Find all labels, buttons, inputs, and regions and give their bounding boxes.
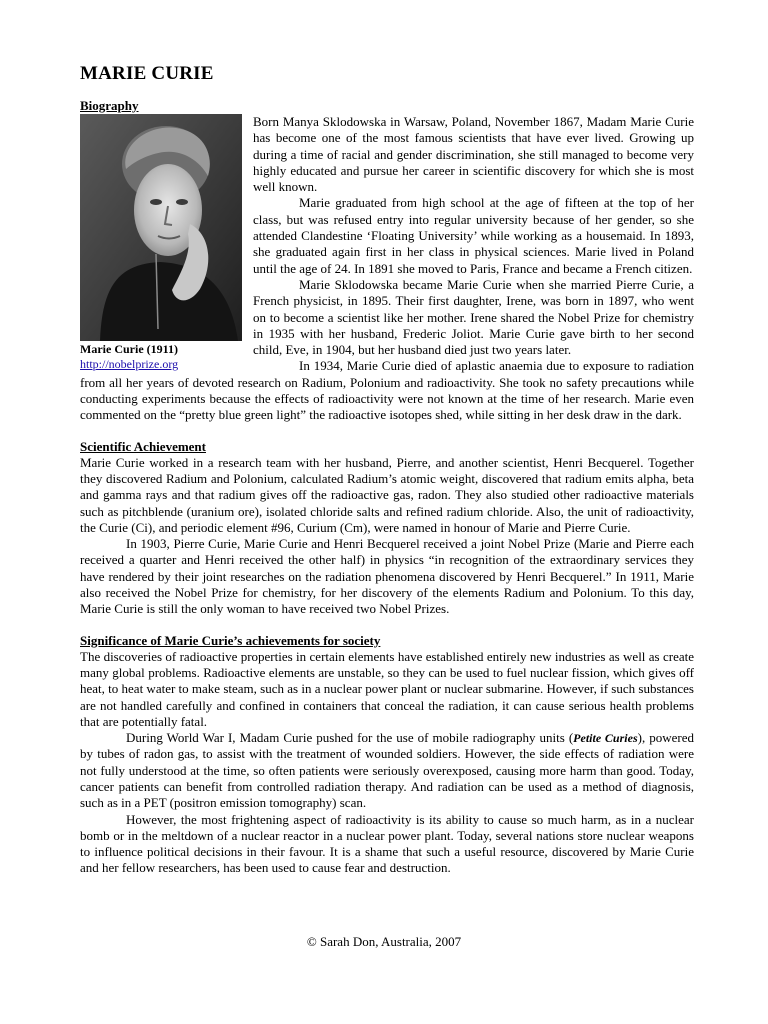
document-title: MARIE CURIE xyxy=(80,63,214,84)
biography-paragraph-1: Born Manya Sklodowska in Warsaw, Poland, November 1867, Madam Marie Curie has become one of the most famous scientists that have ever lived. Growing up during a time of racial and gender discrimination, she still managed to become very highly educated and pursue her career in scientific discovery for which she is most well known. xyxy=(253,114,694,195)
significance-paragraph-1: The discoveries of radioactive properties in certain elements have established entirely new industries as well as create many global problems. Radioactive elements are unstable, so they can be used to fuel nuclear fission, which gives off heat, to heat water to make steam, such as in a nuclear power plant or nuclear submarine. However, if such substances are not handled carefully and confined in containers that conceal the radiation, it can cause serious health problems that are potentially fatal. xyxy=(80,648,694,729)
biography-paragraph-3: Marie Sklodowska became Marie Curie when she married Pierre Curie, a French physicist, in 1895. Their first daughter, Irene, was born in 1897, who went on to become a scientist like her mother. Irene shared the Nobel Prize for chemistry in 1935 with her husband, Frederic Joliot. Marie Curie gave birth to her second child, Eve, in 1904, but her husband died just two years later. xyxy=(253,276,694,358)
biography-heading: Biography xyxy=(80,98,139,113)
copyright-footer: © Sarah Don, Australia, 2007 xyxy=(306,934,462,949)
biography-paragraph-2: Marie graduated from high school at the age of fifteen at the top of her class, but was refused entry into regular university because of her gender, so she attended Clandestine ‘Floating University’ while working as a housemaid. In 1893, she graduated again first in her class in physical sciences. Marie lived in Poland until the age of 24. In 1891 she moved to Paris, France and became a French citizen. xyxy=(253,195,694,276)
achievement-heading: Scientific Achievement xyxy=(80,438,206,454)
biography-paragraph-4: In 1934, Marie Curie died of aplastic anaemia due to exposure to radiation from all her years of devoted research on Radium, Polonium and radioactivity. She took no safety precautions while conducting experiments because the effects of radioactivity were not known at the time of her research. Marie even commented on the “pretty blue green light” the radioactive isotopes shed, while sitting in her desk draw in the dark. xyxy=(80,358,694,423)
portrait-source-link[interactable]: http://nobelprize.org xyxy=(80,357,179,371)
biography-section xyxy=(80,114,694,424)
significance-heading: Significance of Marie Curie’s achievements for society xyxy=(80,632,381,648)
portrait-figure xyxy=(80,114,242,372)
document-page xyxy=(80,62,694,877)
portrait-photo xyxy=(80,114,242,341)
achievement-paragraph-2: In 1903, Pierre Curie, Marie Curie and Henri Becquerel received a joint Nobel Prize (Marie and Pierre each received a quarter and Henri received the other half) in physics “in recognition of the extraordinary services they have rendered by their joint researches on the radiation phenomena discovered by Henri Becquerel.” In 1911, Marie also received the Nobel Prize for chemistry, for her discovery of the elements Radium and Polonium. To this day, Marie Curie is still the only woman to have received two Nobel Prizes. xyxy=(80,536,694,617)
significance-paragraph-3: However, the most frightening aspect of radioactivity is its ability to cause so much harm, as in a nuclear bomb or in the meltdown of a nuclear reactor in a nuclear power plant. Today, several nations store nuclear weapons to influence political decisions in their favour. It is a shame that such a useful resource, discovered by Marie Curie and her fellow researchers, has been used to cause fear and destruction. xyxy=(80,811,694,876)
achievement-paragraph-1: Marie Curie worked in a research team with her husband, Pierre, and another scientist, Henri Becquerel. Together they discovered Radium and Polonium, calculated Radium’s atomic weight, discovered that radium emits alpha, beta and gamma rays and that radium gives off the radioactive gas, radon. They also studied other radioactive materials such as pitchblende (uranium ore), isolated chloride salts and refined radium chloride. Also, the unit of radioactivity, the Curie (Ci), and periodic element #96, Curium (Cm), were named in honour of Marie and Pierre Curie. xyxy=(80,454,694,535)
significance-paragraph-2-end: ), powered by tubes of radon gas, to assist with the treatment of wounded soldiers. However, the side effects of radiation were not fully understood at the time, so often patients were seriously overexposed, causing more harm than good. Today, cancer patients can benefit from controlled radiation therapy. And radiation can be used as a method of diagnosis, such as in a PET (positron emission tomography) scan. xyxy=(80,730,694,811)
petite-curies-term: Petite Curies xyxy=(573,731,638,746)
significance-paragraph-2 xyxy=(80,730,694,811)
portrait-caption: Marie Curie (1911) xyxy=(80,342,178,356)
significance-paragraph-2-start: During World War I, Madam Curie pushed for the use of mobile radiography units ( xyxy=(126,730,574,746)
